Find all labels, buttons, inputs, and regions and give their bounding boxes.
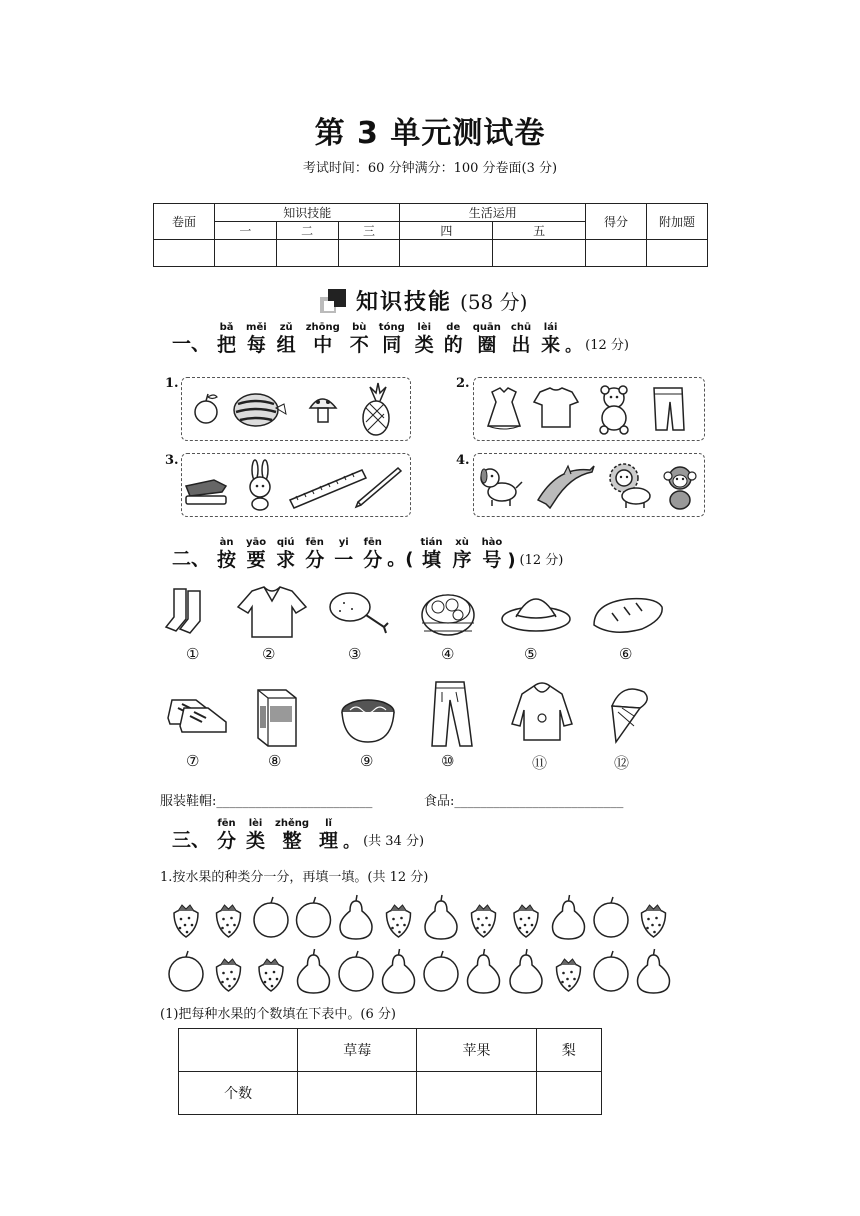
pear-icon [553,895,585,939]
group-4-box [473,453,705,517]
pear-icon [468,949,500,993]
question-2-text-2 [415,537,507,571]
header-apple: 苹果 [417,1029,536,1072]
item-label-7: ⑦ [186,752,200,770]
pinyin: lǐ [325,818,332,829]
header-pear: 梨 [536,1029,601,1072]
score-cell[interactable] [647,240,708,267]
question-1-period: 。 [565,336,582,355]
hanzi: 要 [246,549,266,571]
pinyin: quān [472,322,501,333]
question-1-points: (12 分) [585,338,629,353]
sailor-shirt-icon[interactable] [238,587,306,637]
hanzi: 圈 [477,334,497,356]
hanzi: 一 [334,549,354,571]
q1-char [246,322,267,356]
q3-char [319,818,338,852]
q1-char [217,322,236,356]
score-cell[interactable] [215,240,277,267]
defen-header: 得分 [586,204,647,240]
noodle-bowl-icon[interactable] [342,700,394,742]
pear-icon [383,949,415,993]
pinyin: de [446,322,461,333]
question-2-number: 二、 [172,548,211,570]
pinyin: tián [420,537,443,548]
teddy-bear-icon[interactable] [600,386,628,434]
pinyin: àn [219,537,234,548]
q1-char [306,322,340,356]
steamed-buns-icon[interactable] [422,595,474,635]
hat-icon[interactable] [502,599,570,631]
q1-char [379,322,405,356]
question-1-number: 一、 [172,333,211,355]
pinyin: fēn [217,818,236,829]
q2b-char [453,537,472,571]
question-3-period: 。 [343,832,360,851]
stapler-icon[interactable] [186,480,226,504]
col-2: 二 [276,222,338,240]
q2-char [363,537,382,571]
pinyin: lèi [417,322,432,333]
q3-char [275,818,309,852]
apple-icon [339,951,373,991]
group-3-box [181,453,411,517]
hanzi: 把 [217,334,237,356]
pinyin: zhōng [305,322,340,333]
col-5: 五 [493,222,586,240]
rabbit-toy-icon[interactable] [250,460,270,510]
col-3: 三 [338,222,400,240]
pinyin: lái [543,322,558,333]
q2-char [276,537,295,571]
group-3-pictures [182,454,410,516]
q1-char [350,322,369,356]
count-cell-pear[interactable] [536,1072,601,1115]
hanzi: 出 [511,334,531,356]
fruit-rows [160,893,720,997]
hanzi: 的 [443,334,463,356]
pear-icon [510,949,542,993]
question-3-text [212,818,343,852]
jeans-icon[interactable] [432,682,472,746]
lion-icon[interactable] [610,464,650,508]
hanzi: 类 [414,334,434,356]
q1-char [444,322,463,356]
items-row-2 [160,678,680,750]
ice-cream-icon[interactable] [612,689,647,742]
question-2-text [212,537,387,571]
q1-char [473,322,501,356]
item-label-10: ⑩ [441,752,455,770]
item-label-8: ⑧ [268,752,282,770]
hanzi: 分 [217,830,237,852]
zhishi-header: 知识技能 [215,204,400,222]
q1-char [511,322,531,356]
socks-icon[interactable] [166,589,200,633]
strawberry-icon [642,905,666,937]
hanzi: 填 [422,549,442,571]
dolphin-icon[interactable] [538,466,594,508]
apple-icon [424,951,458,991]
section-icon [320,287,348,315]
pinyin: zhěng [275,818,310,829]
item-label-9: ⑨ [360,752,374,770]
pinyin: fēn [363,537,382,548]
section-points: (58 分) [460,290,528,314]
pear-icon [298,949,330,993]
shoes-icon[interactable] [168,700,226,732]
pinyin: lèi [248,818,263,829]
question-2-mid: 。( [387,549,414,570]
group-2-pictures [474,378,704,440]
pear-icon [638,949,670,993]
table-corner [179,1029,298,1072]
fujia-header: 附加题 [647,204,708,240]
hanzi: 按 [217,549,237,571]
score-cell[interactable] [400,240,493,267]
pants-icon[interactable] [654,388,684,430]
dress-icon[interactable] [488,388,520,429]
item-label-11: ⑪ [532,754,548,772]
group-3-label: 3. [165,453,179,468]
exam-info: 考试时间：60 分钟满分：100 分卷面(3 分) [302,161,558,176]
hanzi: 求 [276,549,296,571]
col-4: 四 [400,222,493,240]
q2-char [246,537,266,571]
q2-char [334,537,353,571]
score-cell[interactable] [276,240,338,267]
strawberry-icon [514,905,538,937]
group-4-label: 4. [456,453,470,468]
section-banner [320,285,527,316]
hanzi: 理 [319,830,339,852]
hanzi: 分 [305,549,325,571]
strawberry-icon [472,905,496,937]
header-strawberry: 草莓 [298,1029,417,1072]
question-2-heading [172,537,563,571]
question-2-close: ) [507,550,516,571]
tshirt-icon[interactable] [534,388,578,427]
food-answer-line[interactable]: 食品:__________________________ [424,794,624,809]
item-label-5: ⑤ [524,645,538,663]
watermelon-icon[interactable] [234,394,286,426]
pinyin: yi [338,537,349,548]
strawberry-icon [174,905,198,937]
group-1-label: 1. [165,376,179,391]
pinyin: xù [455,537,469,548]
pinyin: fēn [305,537,324,548]
question-3-heading [172,818,424,852]
hanzi: 中 [313,334,333,356]
apple-icon [594,951,628,991]
apple-icon [169,951,203,991]
clothes-answer-line[interactable]: 服装鞋帽:________________________ [160,794,373,809]
hanzi: 不 [349,334,369,356]
score-cell[interactable] [338,240,400,267]
apple-icon[interactable] [195,394,217,423]
q2b-char [420,537,442,571]
col-1: 一 [215,222,277,240]
pinyin: tóng [378,322,405,333]
group-1-box [181,377,411,441]
mushroom-icon[interactable] [310,399,336,422]
sub-question-1-1: (1)把每种水果的个数填在下表中。(6 分) [160,1007,396,1022]
shenghuo-header: 生活运用 [400,204,586,222]
pinyin: chū [510,322,532,333]
q3-char [246,818,265,852]
score-cell[interactable] [586,240,647,267]
row-label-count: 个数 [179,1072,298,1115]
apple-icon [297,897,331,937]
items-row-1 [160,585,680,645]
pear-icon [340,895,372,939]
item-label-1: ① [186,645,200,663]
hanzi: 每 [246,334,266,356]
hanzi: 来 [541,334,561,356]
q2-char [217,537,236,571]
section-label: 知识技能 [356,290,453,315]
juanmian-header: 卷面 [154,204,215,240]
item-label-6: ⑥ [619,645,633,663]
strawberry-icon [387,905,411,937]
pinyin: hào [481,537,503,548]
group-2-box [473,377,705,441]
hanzi: 类 [246,830,266,852]
apple-icon [594,897,628,937]
hanzi: 同 [382,334,402,356]
hanzi: 组 [276,334,296,356]
pear-icon [425,895,457,939]
ruler-icon[interactable] [290,470,366,508]
group-1-pictures [182,378,410,440]
question-1-heading [172,322,629,356]
milk-carton-icon[interactable] [258,690,296,746]
hanzi: 号 [482,549,502,571]
pineapple-icon[interactable] [363,383,389,435]
chicken-leg-icon[interactable] [330,593,388,633]
apple-icon [254,897,288,937]
strawberry-icon [217,959,241,991]
q1-char [277,322,296,356]
question-2-points: (12 分) [519,553,564,568]
q2-char [305,537,324,571]
sub-question-1: 1.按水果的种类分一分，再填一填。(共 12 分) [160,870,429,885]
score-cell[interactable] [154,240,215,267]
hanzi: 整 [282,830,302,852]
item-label-12: ⑫ [614,754,630,772]
page-title: 第 3 单元测试卷 [314,116,546,151]
item-label-2: ② [262,645,276,663]
pinyin: bǎ [219,322,234,333]
fruit-count-table [178,1028,602,1115]
pinyin: bù [352,322,367,333]
q1-char [415,322,434,356]
bread-icon[interactable] [594,599,662,633]
q3-char [217,818,236,852]
count-cell-strawberry[interactable] [298,1072,417,1115]
hanzi: 序 [452,549,472,571]
group-4-pictures [474,454,704,516]
strawberry-icon [217,905,241,937]
q2b-char [482,537,503,571]
question-3-number: 三、 [172,829,211,851]
pinyin: měi [246,322,267,333]
score-table [153,203,708,267]
score-cell[interactable] [493,240,586,267]
count-cell-apple[interactable] [417,1072,536,1115]
strawberry-icon [259,959,283,991]
monkey-icon[interactable] [664,467,696,509]
hoodie-icon[interactable] [512,683,572,740]
dog-icon[interactable] [481,469,522,506]
question-3-points: (共 34 分) [363,834,425,849]
hanzi: 分 [363,549,383,571]
pinyin: zǔ [279,322,293,333]
question-1-text [212,322,565,356]
q1-char [541,322,560,356]
item-label-4: ④ [441,645,455,663]
pinyin: qiú [276,537,295,548]
item-label-3: ③ [348,645,362,663]
pinyin: yāo [246,537,267,548]
strawberry-icon [557,959,581,991]
group-2-label: 2. [456,376,470,391]
